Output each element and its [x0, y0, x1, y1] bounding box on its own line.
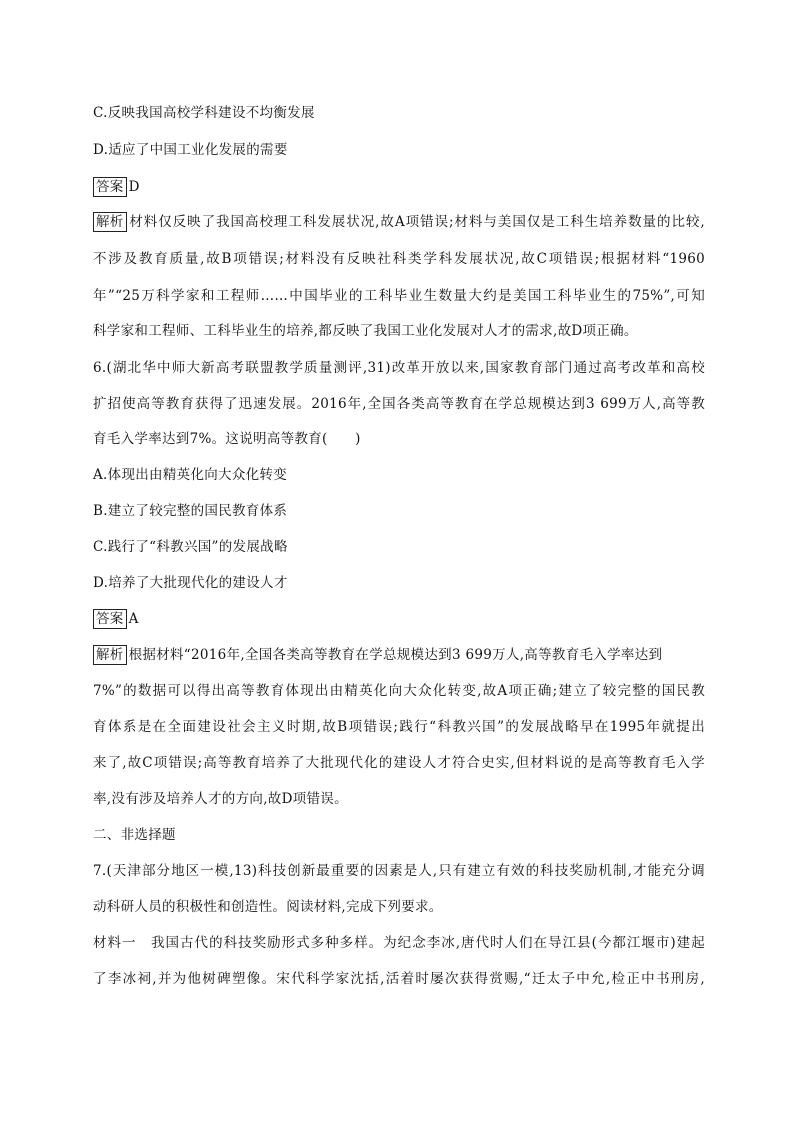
q7-material-line-1: 材料一 我国古代的科技奖励形式多种多样。为纪念李冰,唐代时人们在导江县(今都江堰市)建起 [93, 935, 705, 951]
q5-option-d: D.适应了中国工业化发展的需要 [93, 142, 288, 158]
q6-analysis-line-5: 率,没有涉及培养人才的方向,故D项错误。 [93, 791, 348, 807]
q5-analysis-line-2: 不涉及教育质量,故B项错误;材料没有反映社科类学科发展状况,故C项错误;根据材料“1960 [93, 251, 705, 267]
q7-stem-line-2: 动科研人员的积极性和创造性。阅读材料,完成下列要求。 [93, 899, 443, 915]
q6-option-c: C.践行了“科教兴国”的发展战略 [93, 539, 288, 555]
section-heading: 二、非选择题 [93, 827, 176, 843]
q6-analysis-line-3: 育体系是在全面建设社会主义时期,故B项错误;践行“科教兴国”的发展战略早在1995年就提出 [93, 719, 705, 735]
q5-analysis-line-3: 年”“25万科学家和工程师……中国毕业的工科毕业生数量大约是美国工科毕业生的75%”,可知 [93, 288, 705, 304]
q6-option-b: B.建立了较完整的国民教育体系 [93, 503, 288, 519]
q5-analysis-line-4: 科学家和工程师、工科毕业生的培养,都反映了我国工业化发展对人才的需求,故D项正确。 [93, 323, 638, 339]
q5-answer-value: D [128, 179, 140, 195]
q6-option-d: D.培养了大批现代化的建设人才 [93, 575, 288, 591]
q5-option-c: C.反映我国高校学科建设不均衡发展 [93, 105, 315, 121]
q7-stem-line-1: 7.(天津部分地区一模,13)科技创新最重要的因素是人,只有建立有效的科技奖励机制,才能充分调 [93, 863, 705, 879]
q6-answer-value: A [128, 611, 139, 627]
q6-answer-row [93, 609, 139, 629]
q6-stem-line-3: 育毛入学率达到7%。这说明高等教育( ) [93, 431, 361, 447]
q6-stem-line-2: 扩招使高等教育获得了迅速发展。2016年,全国各类高等教育在学总规模达到3 699万人,高等教 [93, 396, 705, 412]
analysis-tag: 解析 [93, 645, 127, 665]
answer-tag: 答案 [93, 609, 127, 629]
analysis-tag: 解析 [93, 212, 127, 232]
q6-analysis-line-1 [93, 645, 662, 665]
q6-stem-line-1: 6.(湖北华中师大新高考联盟教学质量测评,31)改革开放以来,国家教育部门通过高考改革和高校 [93, 360, 705, 376]
q6-option-a: A.体现出由精英化向大众化转变 [93, 467, 288, 483]
q7-material-line-2: 了李冰祠,并为他树碑塑像。宋代科学家沈括,活着时屡次获得赏赐,“迁太子中允,检正中书刑房, [93, 971, 705, 987]
analysis-text: 根据材料“2016年,全国各类高等教育在学总规模达到3 699万人,高等教育毛入学率达到 [128, 647, 663, 663]
q5-analysis-line-1 [93, 212, 705, 232]
q5-answer-row [93, 177, 140, 197]
analysis-text: 材料仅反映了我国高校理工科发展状况,故A项错误;材料与美国仅是工科生培养数量的比较, [128, 214, 705, 230]
q6-analysis-line-4: 来了,故C项错误;高等教育培养了大批现代化的建设人才符合史实,但材料说的是高等教育毛入学 [93, 755, 705, 771]
q6-analysis-line-2: 7%”的数据可以得出高等教育体现出由精英化向大众化转变,故A项正确;建立了较完整的国民教 [93, 683, 705, 699]
answer-tag: 答案 [93, 177, 127, 197]
